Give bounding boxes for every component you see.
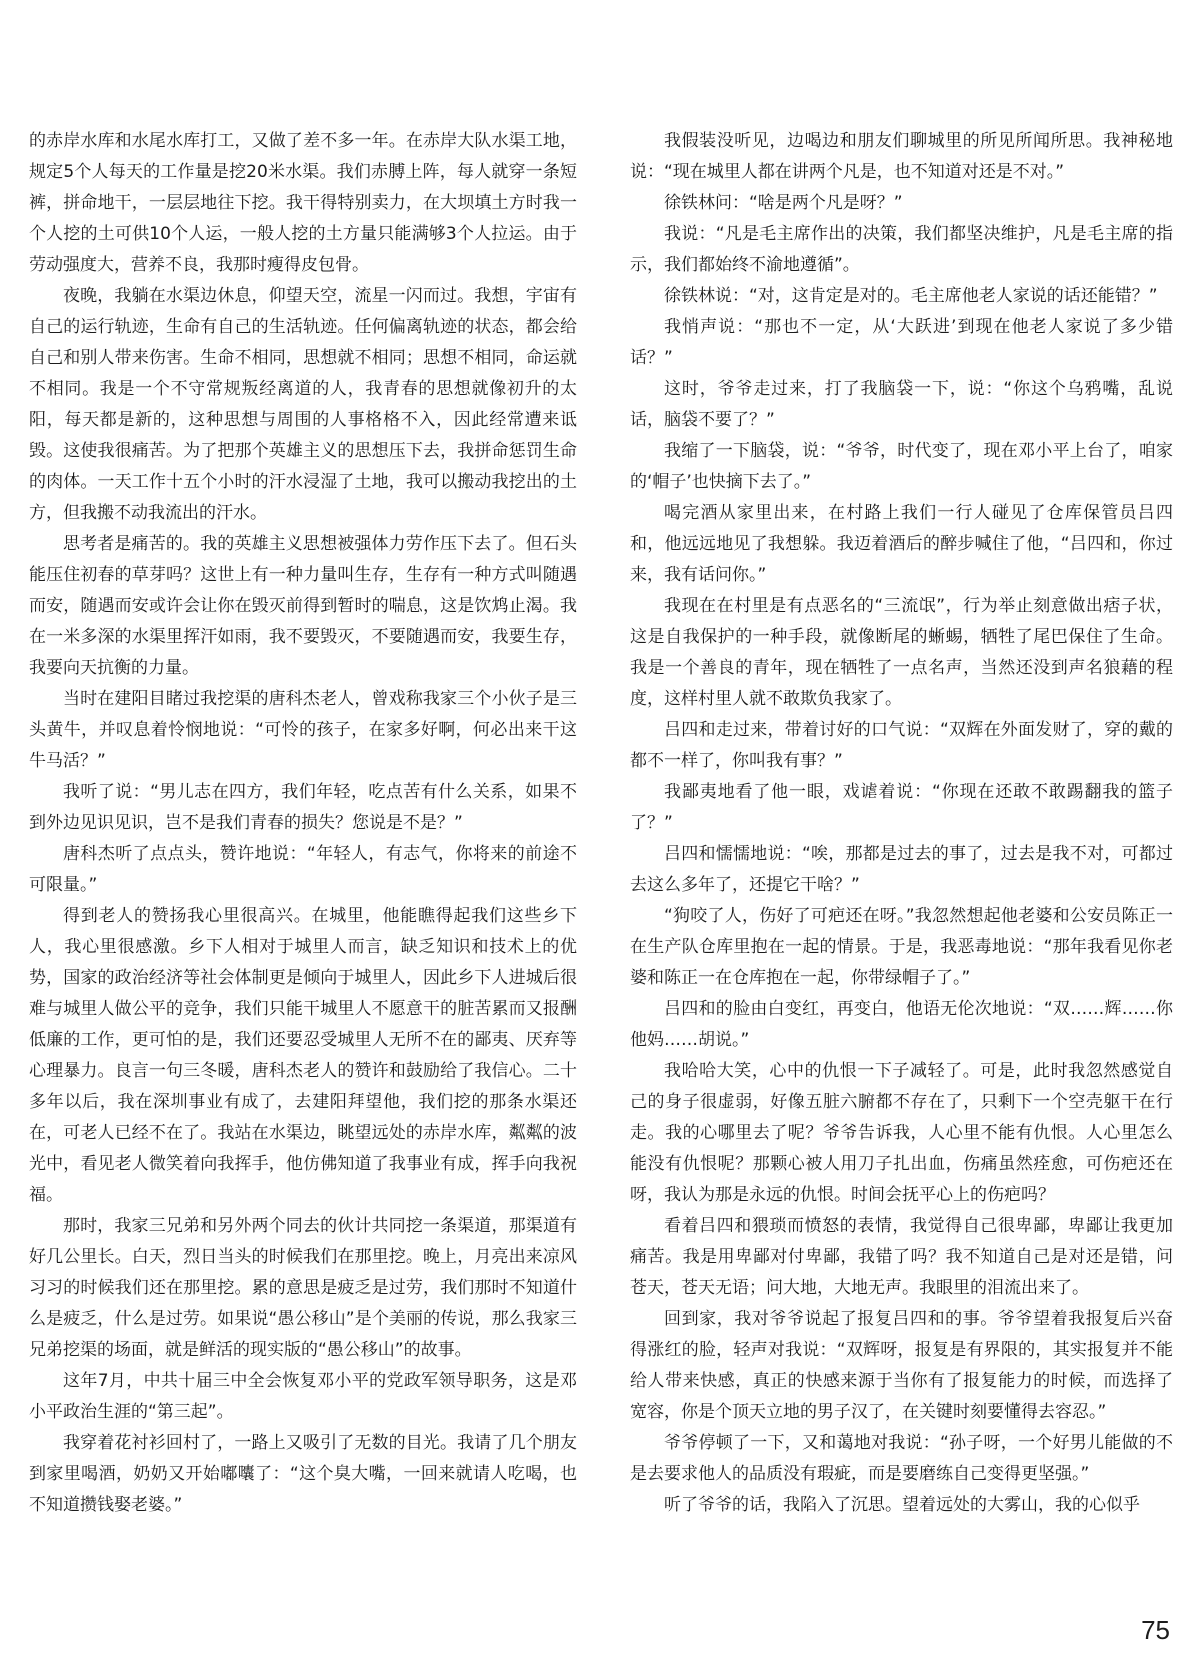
- paragraph: 这时，爷爷走过来，打了我脑袋一下，说：“你这个乌鸦嘴，乱说话，脑袋不要了？”: [630, 379, 1173, 430]
- paragraph: 我哈哈大笑，心中的仇恨一下子减轻了。可是，此时我忽然感觉自己的身子很虚弱，好像五脏六腑都不存在了，只剩下一个空壳躯干在行走。我的心哪里去了呢？爷爷告诉我，人心里不能有仇恨。人心里怎么能没有仇恨呢？那颗心被人用刀子扎出血，伤痛虽然痊愈，可伤疤还在呀，我认为那是永远的仇恨。时间会抚平心上的伤疤吗？: [630, 1061, 1173, 1205]
- paragraph: 当时在建阳目睹过我挖渠的唐科杰老人，曾戏称我家三个小伙子是三头黄牛，并叹息着怜悯地说：“可怜的孩子，在家多好啊，何必出来干这牛马活？”: [29, 689, 577, 771]
- paragraph: 那时，我家三兄弟和另外两个同去的伙计共同挖一条渠道，那渠道有好几公里长。白天，烈日当头的时候我们在那里挖。晚上，月亮出来凉风习习的时候我们还在那里挖。累的意思是疲乏是过劳，我们那时不知道什么是疲乏，什么是过劳。如果说“愚公移山”是个美丽的传说，那么我家三兄弟挖渠的场面，就是鲜活的现实版的“愚公移山”的故事。: [29, 1216, 577, 1360]
- paragraph: 的赤岸水库和水尾水库打工，又做了差不多一年。在赤岸大队水渠工地，规定5个人每天的工作量是挖20米水渠。我们赤膊上阵，每人就穿一条短裤，拼命地干，一层层地往下挖。我干得特别卖力，在大坝填土方时我一个人挖的土可供10个人运，一般人挖的土方量只能满够3个人拉运。由于劳动强度大，营养不良，我那时瘦得皮包骨。: [29, 131, 577, 275]
- paragraph: 爷爷停顿了一下，又和蔼地对我说：“孙子呀，一个好男儿能做的不是去要求他人的品质没有瑕疵，而是要磨练自己变得更坚强。”: [630, 1433, 1173, 1484]
- left-column: [29, 126, 577, 1521]
- paragraph: 这年7月，中共十届三中全会恢复邓小平的党政军领导职务，这是邓小平政治生涯的“第三起”。: [29, 1371, 577, 1422]
- paragraph: 听了爷爷的话，我陷入了沉思。望着远处的大雾山，我的心似乎: [664, 1495, 1140, 1515]
- paragraph: 夜晚，我躺在水渠边休息，仰望天空，流星一闪而过。我想，宇宙有自己的运行轨迹，生命有自己的生活轨迹。任何偏离轨迹的状态，都会给自己和别人带来伤害。生命不相同，思想就不相同；思想不相同，命运就不相同。我是一个不守常规叛经离道的人，我青春的思想就像初升的太阳，每天都是新的，这种思想与周围的人事格格不入，因此经常遭来诋毁。这使我很痛苦。为了把那个英雄主义的思想压下去，我拼命惩罚生命的肉体。一天工作十五个小时的汗水浸湿了土地，我可以搬动我挖出的土方，但我搬不动我流出的汗水。: [29, 286, 577, 523]
- paragraph: 我现在在村里是有点恶名的“三流氓”，行为举止刻意做出痞子状，这是自我保护的一种手段，就像断尾的蜥蜴，牺牲了尾巴保住了生命。我是一个善良的青年，现在牺牲了一点名声，当然还没到声名狼藉的程度，这样村里人就不敢欺负我家了。: [630, 596, 1173, 709]
- paragraph: 我穿着花衬衫回村了，一路上又吸引了无数的目光。我请了几个朋友到家里喝酒，奶奶又开始嘟囔了：“这个臭大嘴，一回来就请人吃喝，也不知道攒钱娶老婆。”: [29, 1433, 577, 1515]
- paragraph: 思考者是痛苦的。我的英雄主义思想被强体力劳作压下去了。但石头能压住初春的草芽吗？这世上有一种力量叫生存，生存有一种方式叫随遇而安，随遇而安或许会让你在毁灭前得到暂时的喘息，这是饮鸩止渴。我在一米多深的水渠里挥汗如雨，我不要毁灭，不要随遇而安，我要生存，我要向天抗衡的力量。: [29, 534, 577, 678]
- paragraph: 看着吕四和猥琐而愤怒的表情，我觉得自己很卑鄙，卑鄙让我更加痛苦。我是用卑鄙对付卑鄙，我错了吗？我不知道自己是对还是错，问苍天，苍天无语；问大地，大地无声。我眼里的泪流出来了。: [630, 1216, 1173, 1298]
- right-column: [630, 126, 1173, 1521]
- paragraph: 我悄声说：“那也不一定，从‘大跃进’到现在他老人家说了多少错话？”: [630, 317, 1173, 368]
- paragraph: 我说：“凡是毛主席作出的决策，我们都坚决维护，凡是毛主席的指示，我们都始终不渝地遵循”。: [630, 224, 1173, 275]
- paragraph: 吕四和懦懦地说：“唉，那都是过去的事了，过去是我不对，可都过去这么多年了，还提它干啥？”: [630, 844, 1173, 895]
- paragraph: 我听了说：“男儿志在四方，我们年轻，吃点苦有什么关系，如果不到外边见识见识，岂不是我们青春的损失？您说是不是？”: [29, 782, 577, 833]
- paragraph: 徐铁林说：“对，这肯定是对的。毛主席他老人家说的话还能错？”: [664, 286, 1158, 306]
- paragraph: 吕四和走过来，带着讨好的口气说：“双辉在外面发财了，穿的戴的都不一样了，你叫我有事？”: [630, 720, 1173, 771]
- paragraph: 喝完酒从家里出来，在村路上我们一行人碰见了仓库保管员吕四和，他远远地见了我想躲。我迈着酒后的醉步喊住了他，“吕四和，你过来，我有话问你。”: [630, 503, 1173, 585]
- paragraph: “狗咬了人，伤好了可疤还在呀。”我忽然想起他老婆和公安员陈正一在生产队仓库里抱在一起的情景。于是，我恶毒地说：“那年我看见你老婆和陈正一在仓库抱在一起，你带绿帽子了。”: [630, 906, 1173, 988]
- paragraph: 唐科杰听了点点头，赞许地说：“年轻人，有志气，你将来的前途不可限量。”: [29, 844, 577, 895]
- paragraph: 回到家，我对爷爷说起了报复吕四和的事。爷爷望着我报复后兴奋得涨红的脸，轻声对我说：“双辉呀，报复是有界限的，其实报复并不能给人带来快感，真正的快感来源于当你有了报复能力的时候，而选择了宽容，你是个顶天立地的男子汉了，在关键时刻要懂得去容忍。”: [630, 1309, 1173, 1422]
- paragraph: 吕四和的脸由白变红，再变白，他语无伦次地说：“双……辉……你他妈……胡说。”: [630, 999, 1173, 1050]
- paragraph: 得到老人的赞扬我心里很高兴。在城里，他能瞧得起我们这些乡下人，我心里很感激。乡下人相对于城里人而言，缺乏知识和技术上的优势，国家的政治经济等社会体制更是倾向于城里人，因此乡下人进城后很难与城里人做公平的竞争，我们只能干城里人不愿意干的脏苦累而又报酬低廉的工作，更可怕的是，我们还要忍受城里人无所不在的鄙夷、厌弃等心理暴力。良言一句三冬暖，唐科杰老人的赞许和鼓励给了我信心。二十多年以后，我在深圳事业有成了，去建阳拜望他，我们挖的那条水渠还在，可老人已经不在了。我站在水渠边，眺望远处的赤岸水库，粼粼的波光中，看见老人微笑着向我挥手，他仿佛知道了我事业有成，挥手向我祝福。: [29, 906, 577, 1205]
- paragraph: 我鄙夷地看了他一眼，戏谑着说：“你现在还敢不敢踢翻我的篮子了？”: [630, 782, 1173, 833]
- page-number: 75: [1141, 1615, 1170, 1645]
- paragraph: 我缩了一下脑袋，说：“爷爷，时代变了，现在邓小平上台了，咱家的‘帽子’也快摘下去了。”: [630, 441, 1173, 492]
- paragraph: 我假装没听见，边喝边和朋友们聊城里的所见所闻所思。我神秘地说：“现在城里人都在讲两个凡是，也不知道对还是不对。”: [630, 131, 1173, 182]
- paragraph: 徐铁林问：“啥是两个凡是呀？”: [664, 193, 903, 213]
